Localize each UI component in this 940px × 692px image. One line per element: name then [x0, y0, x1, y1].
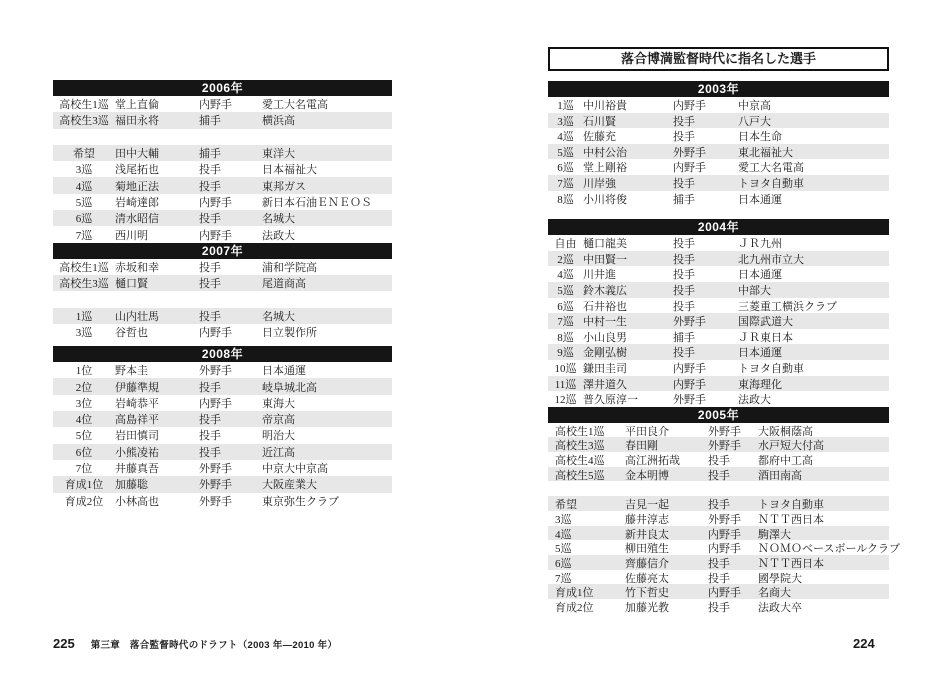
school-cell: 名商大: [758, 587, 791, 600]
table-row: [53, 194, 392, 210]
school-cell: 帝京高: [262, 414, 295, 427]
school-cell: 日本通運: [738, 347, 782, 360]
school-cell: 酒田南高: [758, 469, 802, 482]
year-header-2003: 2003年: [548, 81, 889, 97]
draft-table-2005: [548, 407, 901, 614]
school-cell: 東北福祉大: [738, 146, 793, 159]
position-cell: 投手: [199, 180, 221, 193]
draft-round-cell: 7巡: [557, 177, 574, 190]
position-cell: 内野手: [708, 543, 741, 556]
draft-round-cell: 10巡: [554, 362, 577, 375]
draft-round-cell: 2巡: [557, 253, 574, 266]
school-cell: 水戸短大付高: [758, 440, 824, 453]
draft-round-cell: 高校生3巡: [59, 278, 109, 291]
position-cell: 外野手: [673, 146, 706, 159]
school-cell: 名城大: [262, 310, 295, 323]
table-row: [53, 112, 392, 128]
school-cell: 東邦ガス: [262, 180, 306, 193]
player-name-cell: 中田賢一: [583, 253, 627, 266]
table-row: [53, 493, 392, 509]
draft-round-cell: 4巡: [557, 131, 574, 144]
page-title: 落合博満監督時代に指名した選手: [548, 47, 889, 71]
right-page-column: [548, 47, 901, 614]
player-name-cell: 加藤光教: [625, 601, 669, 614]
table-row: [548, 584, 889, 599]
position-cell: 捕手: [673, 331, 695, 344]
draft-round-cell: 高校生3巡: [555, 440, 605, 453]
player-name-cell: 中村公治: [583, 146, 627, 159]
player-name-cell: 川井進: [583, 269, 616, 282]
position-cell: 投手: [199, 414, 221, 427]
player-name-cell: 中村一生: [583, 316, 627, 329]
school-cell: 東海理化: [738, 378, 782, 391]
table-row: [53, 324, 392, 340]
player-name-cell: 石川賢: [583, 115, 616, 128]
draft-round-cell: 希望: [73, 148, 95, 161]
table-row: [53, 161, 392, 177]
year-header-2004: 2004年: [548, 219, 889, 235]
position-cell: 内野手: [708, 587, 741, 600]
table-row: [53, 275, 392, 291]
school-cell: 駒澤大: [758, 528, 791, 541]
draft-round-cell: 育成1位: [555, 587, 594, 600]
player-name-cell: 岩崎達郎: [115, 196, 159, 209]
draft-round-cell: 4位: [75, 414, 93, 427]
table-row: [548, 298, 889, 314]
player-name-cell: 新井良太: [625, 528, 669, 541]
table-row: [53, 308, 392, 324]
table-row: [548, 437, 889, 452]
table-row: [548, 159, 889, 175]
draft-round-cell: 2位: [75, 381, 93, 394]
draft-round-cell: 希望: [555, 499, 577, 512]
draft-round-cell: 5巡: [555, 543, 572, 556]
table-row: [548, 570, 889, 585]
chapter-title: 第三章 落合監督時代のドラフト（2003 年―2010 年）: [90, 640, 338, 651]
player-name-cell: 清水昭信: [115, 213, 159, 226]
school-cell: トヨタ自動車: [758, 499, 824, 512]
year-header-2008: 2008年: [53, 346, 392, 362]
school-cell: トヨタ自動車: [738, 177, 804, 190]
draft-round-cell: 6巡: [555, 557, 572, 570]
position-cell: 投手: [199, 381, 221, 394]
draft-table-2003: [548, 81, 889, 206]
position-cell: 投手: [673, 131, 695, 144]
table-row: [548, 511, 889, 526]
table-row: [548, 467, 889, 482]
player-name-cell: 佐藤充: [583, 131, 616, 144]
position-cell: 投手: [673, 269, 695, 282]
left-page-footer: [53, 636, 337, 651]
school-cell: 横浜高: [262, 115, 295, 128]
position-cell: 投手: [673, 238, 695, 251]
player-name-cell: 小山良男: [583, 331, 627, 344]
draft-round-cell: 4巡: [557, 269, 574, 282]
draft-round-cell: 高校生5巡: [555, 469, 605, 482]
school-cell: 中京大中京高: [262, 463, 328, 476]
player-name-cell: 小林高也: [115, 495, 159, 508]
table-row: [53, 460, 392, 476]
position-cell: 内野手: [673, 362, 706, 375]
school-cell: 法政大卒: [758, 601, 802, 614]
player-name-cell: 堂上直倫: [115, 99, 159, 112]
draft-round-cell: 7巡: [557, 316, 574, 329]
position-cell: 内野手: [199, 397, 232, 410]
draft-round-cell: 育成1位: [64, 479, 104, 492]
table-row: [53, 210, 392, 226]
school-cell: 国際武道大: [738, 316, 793, 329]
draft-round-cell: 12巡: [554, 394, 577, 407]
table-rows-2007: [53, 259, 392, 340]
draft-round-cell: 7巡: [555, 572, 572, 585]
table-rows-2008: [53, 362, 392, 509]
position-cell: 外野手: [673, 316, 706, 329]
player-name-cell: 岩田慎司: [115, 430, 159, 443]
school-cell: トヨタ自動車: [738, 362, 804, 375]
table-row: [548, 128, 889, 144]
position-cell: 外野手: [673, 394, 706, 407]
position-cell: 外野手: [199, 479, 232, 492]
player-name-cell: 田中大輔: [115, 148, 159, 161]
table-row: [548, 423, 889, 438]
draft-round-cell: 11巡: [554, 378, 577, 391]
position-cell: 投手: [199, 278, 221, 291]
school-cell: 新日本石油ＥＮＥＯＳ: [262, 196, 372, 209]
table-row: [548, 555, 889, 570]
player-name-cell: 柳田殖生: [625, 543, 669, 556]
draft-round-cell: 高校生3巡: [59, 115, 109, 128]
draft-table-2006: [53, 80, 392, 243]
player-name-cell: 井藤真吾: [115, 463, 159, 476]
position-cell: 捕手: [199, 148, 221, 161]
draft-round-cell: 育成2位: [555, 601, 594, 614]
school-cell: 浦和学院高: [262, 261, 317, 274]
player-name-cell: 小川将俊: [583, 193, 627, 206]
position-cell: 投手: [199, 261, 221, 274]
player-name-cell: 加藤聡: [115, 479, 148, 492]
draft-round-cell: 8巡: [557, 193, 574, 206]
player-name-cell: 堂上剛裕: [583, 162, 627, 175]
school-cell: 日本福祉大: [262, 164, 317, 177]
player-name-cell: 中川裕貴: [583, 100, 627, 112]
position-cell: 投手: [199, 213, 221, 226]
draft-round-cell: 高校生1巡: [59, 261, 109, 274]
table-row: [53, 362, 392, 378]
school-cell: 東京弥生クラブ: [262, 495, 339, 508]
draft-round-cell: 3巡: [75, 327, 93, 339]
draft-round-cell: 8巡: [557, 331, 574, 344]
player-name-cell: 山内壮馬: [115, 310, 159, 323]
table-rows-2006: [53, 96, 392, 243]
page-number-left: 225: [53, 636, 75, 651]
position-cell: 内野手: [199, 327, 232, 339]
table-row: [548, 496, 889, 511]
draft-round-cell: 高校生1巡: [555, 425, 605, 438]
table-row-spacer: [548, 481, 889, 496]
player-name-cell: 春田剛: [625, 440, 658, 453]
player-name-cell: 樋口龍美: [583, 238, 627, 251]
year-header-2005: 2005年: [548, 407, 889, 423]
table-row-spacer: [53, 129, 392, 145]
draft-round-cell: 育成2位: [64, 495, 104, 508]
table-row-spacer: [53, 291, 392, 307]
table-row: [53, 444, 392, 460]
school-cell: 東洋大: [262, 148, 295, 161]
draft-round-cell: 5巡: [557, 284, 574, 297]
player-name-cell: 高島祥平: [115, 414, 159, 427]
position-cell: 内野手: [673, 162, 706, 175]
table-row: [548, 251, 889, 267]
table-row: [53, 411, 392, 427]
school-cell: 中部大: [738, 284, 771, 297]
player-name-cell: 浅尾拓也: [115, 164, 159, 177]
position-cell: 内野手: [199, 99, 232, 112]
table-row: [548, 376, 889, 392]
school-cell: 東海大: [262, 397, 295, 410]
table-row: [548, 391, 889, 407]
position-cell: 投手: [708, 455, 730, 468]
player-name-cell: 樋口賢: [115, 278, 148, 291]
position-cell: 内野手: [673, 378, 706, 391]
school-cell: 名城大: [262, 213, 295, 226]
table-row: [548, 113, 889, 129]
position-cell: 外野手: [199, 463, 232, 476]
player-name-cell: 石井裕也: [583, 300, 627, 313]
school-cell: ＮＯＭＯベースボールクラブ: [758, 543, 901, 556]
position-cell: 投手: [673, 253, 695, 266]
table-row: [53, 226, 392, 242]
draft-round-cell: 1位: [75, 365, 93, 378]
school-cell: 法政大: [262, 229, 295, 242]
school-cell: 三菱重工横浜クラブ: [738, 300, 837, 313]
draft-round-cell: 高校生4巡: [555, 455, 605, 468]
table-rows-2004: [548, 235, 889, 407]
school-cell: 岐阜城北高: [262, 381, 317, 394]
school-cell: 近江高: [262, 446, 295, 459]
draft-round-cell: 4巡: [555, 528, 572, 541]
table-row: [548, 540, 901, 556]
position-cell: 内野手: [199, 196, 232, 209]
draft-round-cell: 5位: [75, 430, 93, 443]
draft-round-cell: 5巡: [75, 196, 93, 209]
page-number-right: 224: [853, 636, 875, 651]
player-name-cell: 平田良介: [625, 425, 669, 438]
draft-round-cell: 4巡: [75, 180, 93, 193]
table-row: [548, 175, 889, 191]
position-cell: 投手: [708, 499, 730, 512]
position-cell: 投手: [673, 300, 695, 313]
player-name-cell: 赤坂和幸: [115, 261, 159, 274]
table-row: [548, 313, 889, 329]
school-cell: 尾道商高: [262, 278, 306, 291]
draft-table-2004: [548, 219, 889, 407]
position-cell: 内野手: [199, 229, 232, 242]
position-cell: 外野手: [708, 425, 741, 438]
school-cell: 大阪産業大: [262, 479, 317, 492]
position-cell: 外野手: [708, 440, 741, 453]
table-row: [53, 96, 392, 112]
position-cell: 捕手: [673, 193, 695, 206]
table-row: [53, 145, 392, 161]
draft-round-cell: 5巡: [557, 146, 574, 159]
draft-round-cell: 6巡: [557, 162, 574, 175]
position-cell: 投手: [673, 347, 695, 360]
table-row: [53, 259, 392, 275]
draft-round-cell: 自由: [554, 238, 577, 251]
year-header-2007: 2007年: [53, 243, 392, 259]
school-cell: 愛工大名電高: [738, 162, 804, 175]
player-name-cell: 普久原淳一: [583, 394, 638, 407]
player-name-cell: 金本明博: [625, 469, 669, 482]
player-name-cell: 野本圭: [115, 365, 148, 378]
position-cell: 投手: [708, 572, 730, 585]
table-row: [548, 266, 889, 282]
school-cell: ＪＲ東日本: [738, 331, 793, 344]
position-cell: 投手: [708, 469, 730, 482]
draft-round-cell: 6巡: [557, 300, 574, 313]
position-cell: 投手: [199, 310, 221, 323]
player-name-cell: 伊藤準規: [115, 381, 159, 394]
position-cell: 捕手: [199, 115, 221, 128]
draft-round-cell: 9巡: [557, 347, 574, 360]
school-cell: 北九州市立大: [738, 253, 804, 266]
table-rows-2005: [548, 423, 901, 614]
school-cell: 日本通運: [738, 269, 782, 282]
school-cell: 明治大: [262, 430, 295, 443]
table-row: [548, 452, 889, 467]
year-header-2006: 2006年: [53, 80, 392, 96]
player-name-cell: 岩崎恭平: [115, 397, 159, 410]
table-row: [53, 427, 392, 443]
table-row: [548, 329, 889, 345]
draft-round-cell: 3巡: [75, 164, 93, 177]
draft-round-cell: 7巡: [75, 229, 93, 242]
left-page-column: [53, 80, 392, 509]
position-cell: 投手: [708, 557, 730, 570]
position-cell: 投手: [199, 164, 221, 177]
player-name-cell: 齊藤信介: [625, 557, 669, 570]
position-cell: 内野手: [673, 100, 706, 112]
school-cell: 法政大: [738, 394, 771, 407]
player-name-cell: 菊地正法: [115, 180, 159, 193]
position-cell: 内野手: [708, 528, 741, 541]
table-row: [53, 177, 392, 193]
player-name-cell: 西川明: [115, 229, 148, 242]
player-name-cell: 竹下哲史: [625, 587, 669, 600]
table-rows-2003: [548, 97, 889, 206]
player-name-cell: 鎌田圭司: [583, 362, 627, 375]
table-row: [548, 360, 889, 376]
school-cell: 日本通運: [262, 365, 306, 378]
player-name-cell: 澤井道久: [583, 378, 627, 391]
draft-round-cell: 1巡: [75, 310, 93, 323]
table-row: [548, 235, 889, 251]
player-name-cell: 藤井淳志: [625, 513, 669, 526]
position-cell: 外野手: [199, 365, 232, 378]
draft-table-2007: [53, 243, 392, 340]
table-row: [548, 599, 889, 614]
draft-round-cell: 6位: [75, 446, 93, 459]
player-name-cell: 佐藤亮太: [625, 572, 669, 585]
position-cell: 投手: [673, 177, 695, 190]
table-row: [548, 191, 889, 207]
position-cell: 投手: [673, 115, 695, 128]
player-name-cell: 金剛弘樹: [583, 347, 627, 360]
table-row: [548, 97, 889, 113]
draft-round-cell: 7位: [75, 463, 93, 476]
draft-round-cell: 6巡: [75, 213, 93, 226]
position-cell: 外野手: [199, 495, 232, 508]
table-row: [548, 526, 889, 541]
school-cell: 都府中工高: [758, 455, 813, 468]
school-cell: 愛工大名電高: [262, 99, 328, 112]
position-cell: 投手: [199, 446, 221, 459]
draft-round-cell: 3位: [75, 397, 93, 410]
table-row: [53, 476, 392, 492]
draft-round-cell: 3巡: [555, 513, 572, 526]
player-name-cell: 吉見一起: [625, 499, 669, 512]
school-cell: 國學院大: [758, 572, 802, 585]
draft-round-cell: 3巡: [557, 115, 574, 128]
table-row: [548, 282, 889, 298]
player-name-cell: 福田永将: [115, 115, 159, 128]
position-cell: 投手: [708, 601, 730, 614]
school-cell: ＮＴＴ西日本: [758, 513, 824, 526]
player-name-cell: 谷哲也: [115, 327, 148, 339]
table-row: [548, 344, 889, 360]
position-cell: 外野手: [708, 513, 741, 526]
player-name-cell: 鈴木義広: [583, 284, 627, 297]
table-row: [53, 395, 392, 411]
player-name-cell: 小熊凌祐: [115, 446, 159, 459]
draft-round-cell: 1巡: [557, 100, 574, 112]
draft-round-cell: 高校生1巡: [59, 99, 109, 112]
player-name-cell: 高江洲拓哉: [625, 455, 680, 468]
school-cell: ＪＲ九州: [738, 238, 782, 251]
school-cell: 日本通運: [738, 193, 782, 206]
school-cell: 中京高: [738, 100, 771, 112]
player-name-cell: 川岸強: [583, 177, 616, 190]
school-cell: 八戸大: [738, 115, 771, 128]
position-cell: 投手: [199, 430, 221, 443]
school-cell: 日立製作所: [262, 327, 317, 339]
table-row: [548, 144, 889, 160]
draft-table-2008: [53, 346, 392, 509]
school-cell: 大阪桐蔭高: [758, 425, 813, 438]
position-cell: 投手: [673, 284, 695, 297]
school-cell: ＮＴＴ西日本: [758, 557, 824, 570]
table-row: [53, 378, 392, 394]
school-cell: 日本生命: [738, 131, 782, 144]
right-page-footer: [853, 636, 875, 651]
